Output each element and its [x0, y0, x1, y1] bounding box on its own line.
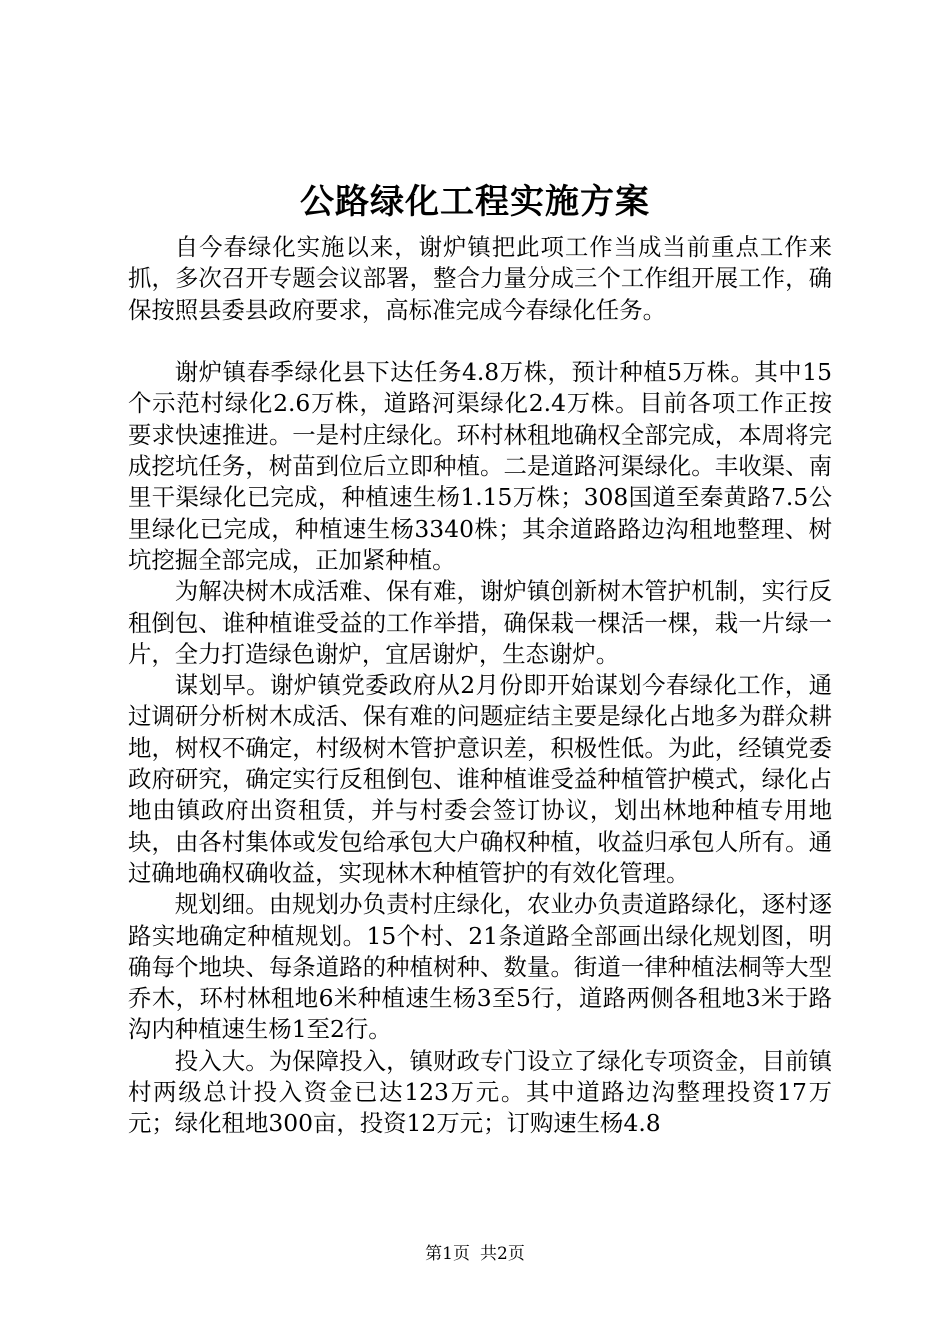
paragraph-task-overview: 谢炉镇春季绿化县下达任务4.8万株，预计种植5万株。其中15个示范村绿化2.6万株，道路河渠绿化2.4万株。目前各项工作正按要求快速推进。一是村庄绿化。环村林租地确权全部完成，本周将完成挖坑任务，树苗到位后立即种植。二是道路河渠绿化。丰收渠、南里干渠绿化已完成，种植速生杨1.15万株；308国道至秦黄路7.5公里绿化已完成，种植速生杨3340株；其余道路路边沟租地整理、树坑挖掘全部完成，正加紧种植。	[128, 358, 832, 574]
page-number-current: 第1页	[425, 1244, 470, 1264]
document-title: 公路绿化工程实施方案	[300, 182, 650, 222]
paragraph-intro: 自今春绿化实施以来，谢炉镇把此项工作当成当前重点工作来抓，多次召开专题会议部署，整合力量分成三个工作组开展工作，确保按照县委县政府要求，高标准完成今春绿化任务。	[128, 233, 832, 324]
paragraph-mechanism: 为解决树木成活难、保有难，谢炉镇创新树木管护机制，实行反租倒包、谁种植谁受益的工作举措，确保栽一棵活一棵，栽一片绿一片，全力打造绿色谢炉，宜居谢炉，生态谢炉。	[128, 577, 832, 668]
paragraph-spacer	[128, 326, 832, 357]
paragraph-detailed-planning: 规划细。由规划办负责村庄绿化，农业办负责道路绿化，逐村逐路实地确定种植规划。15个村、21条道路全部画出绿化规划图，明确每个地块、每条道路的种植树种、数量。街道一律种植法桐等大型乔木，环村林租地6米种植速生杨3至5行，道路两侧各租地3米于路沟内种植速生杨1至2行。	[128, 890, 832, 1044]
paragraph-investment: 投入大。为保障投入，镇财政专门设立了绿化专项资金，目前镇村两级总计投入资金已达123万元。其中道路边沟整理投资17万元；绿化租地300亩，投资12万元；订购速生杨4.8	[128, 1046, 832, 1138]
page-number-total: 共2页	[480, 1244, 525, 1264]
page-footer	[0, 1242, 950, 1266]
paragraph-early-planning: 谋划早。谢炉镇党委政府从2月份即开始谋划今春绿化工作，通过调研分析树木成活、保有难的问题症结主要是绿化占地多为群众耕地，树权不确定，村级树木管护意识差，积极性低。为此，经镇党委政府研究，确定实行反租倒包、谁种植谁受益种植管护模式，绿化占地由镇政府出资租赁，并与村委会签订协议，划出林地种植专用地块，由各村集体或发包给承包大户确权种植，收益归承包人所有。通过确地确权确收益，实现林木种植管护的有效化管理。	[128, 671, 832, 887]
document-body	[128, 232, 832, 1140]
